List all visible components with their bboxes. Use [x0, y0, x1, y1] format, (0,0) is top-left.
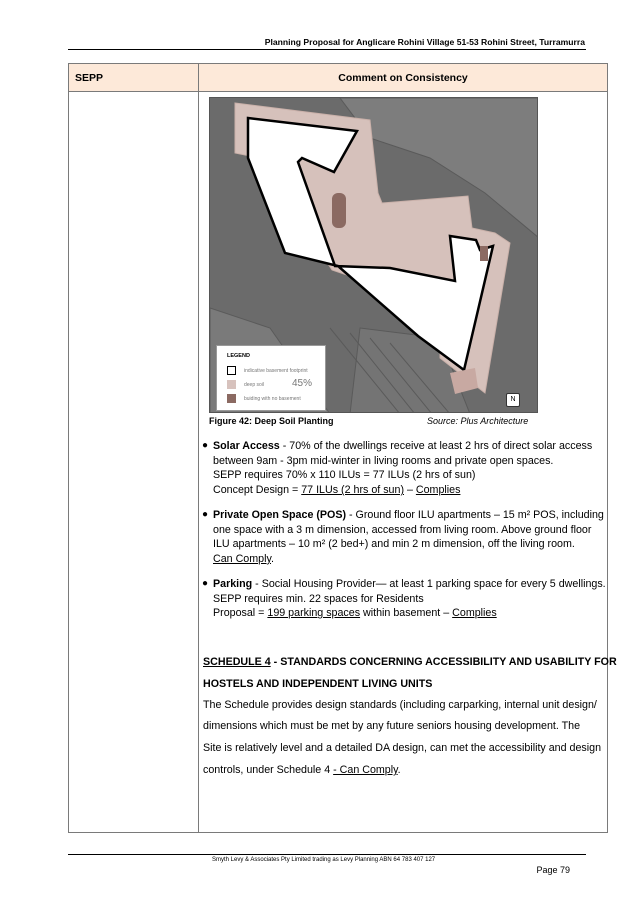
bullet-icon: ● [202, 509, 209, 520]
parking-heading: Parking [213, 578, 253, 590]
column-divider [198, 64, 199, 832]
footer-text: Smyth Levy & Associates Pty Limited trading as Levy Planning ABN 64 783 407 127 [212, 857, 436, 863]
deep-soil-percent: 45% [292, 378, 313, 389]
private-open-space-item [202, 508, 606, 566]
deep-soil-swatch [227, 380, 236, 389]
schedule-heading-line2: HOSTELS AND INDEPENDENT LIVING UNITS [203, 678, 433, 690]
pos-heading: Private Open Space (POS) [213, 509, 347, 521]
bullet-icon: ● [202, 578, 209, 589]
header-title: Planning Proposal for Anglicare Rohini Village 51-53 Rohini Street, Turramurra [264, 37, 585, 47]
figure-legend [216, 345, 326, 411]
north-arrow-icon: N [506, 393, 520, 407]
solar-access-item [202, 439, 606, 497]
no-basement-swatch [227, 394, 236, 403]
deep-soil-site-plan [209, 97, 538, 413]
parking-line3-prefix: Proposal = [213, 607, 268, 620]
solar-line1: - 70% of the dwellings receive at least 2 hrs of direct solar access [279, 440, 593, 452]
column-header-sepp: SEPP [75, 72, 104, 84]
solar-line2: between 9am - 3pm mid-winter in living rooms and private open spaces. [213, 454, 554, 467]
pos-can-comply: Can Comply [213, 552, 272, 565]
bullet-icon: ● [202, 440, 209, 451]
parking-spaces: 199 parking spaces [267, 607, 361, 620]
building-no-basement-shape [332, 193, 346, 228]
header-rule [68, 49, 586, 50]
parking-line1: - Social Housing Provider— at least 1 parking space for every 5 dwellings. [252, 578, 606, 590]
solar-line4-prefix: Concept Design = [213, 483, 302, 496]
schedule-body-line1: The Schedule provides design standards (including carparking, internal unit design/ [203, 699, 597, 711]
schedule-heading [203, 656, 617, 668]
solar-line3: SEPP requires 70% x 110 ILUs = 77 ILUs (2 hrs of sun) [213, 469, 476, 482]
table-header-row [69, 64, 607, 92]
schedule-body4-prefix: controls, under Schedule 4 [203, 764, 334, 776]
figure-source: Source: Plus Architecture [427, 416, 529, 426]
parking-item [202, 577, 606, 621]
legend-label: buiding with no basement [244, 396, 301, 402]
schedule-body-line3: Site is relatively level and a detailed DA design, can met the accessibility and design [203, 742, 602, 754]
schedule-heading-underlined: SCHEDULE 4 [203, 656, 271, 668]
schedule-period: . [397, 764, 401, 776]
pos-line2: one space with a 3 m dimension, accessed from living room. Above ground floor [213, 523, 592, 536]
legend-label: indicative basement footprint [244, 368, 308, 374]
footer-rule [68, 854, 586, 855]
legend-title: LEGEND [227, 353, 250, 359]
schedule-body-line2: dimensions which must be met by any future seniors housing development. The [203, 720, 581, 732]
parking-line3-middle: within basement – [360, 607, 453, 620]
column-header-comment: Comment on Consistency [338, 72, 468, 84]
solar-value: 77 ILUs (2 hrs of sun) [301, 483, 404, 496]
schedule-can-comply: - Can Comply [333, 764, 398, 776]
schedule-heading-rest: - STANDARDS CONCERNING ACCESSIBILITY AND USABILITY FOR [270, 656, 617, 668]
pos-line1: - Ground floor ILU apartments – 15 m² POS, including [346, 509, 604, 521]
solar-heading: Solar Access [213, 440, 280, 452]
pos-line3: ILU apartments – 10 m² (2 bed+) and min 2 m dimension, off the living room. [213, 538, 575, 551]
parking-line2: SEPP requires min. 22 spaces for Residents [213, 592, 424, 605]
schedule-body-line4 [203, 764, 603, 776]
legend-label: deep soil [244, 382, 265, 388]
page-number: Page 79 [536, 865, 570, 875]
solar-separator: – [404, 483, 416, 496]
basement-swatch [227, 366, 236, 375]
solar-complies: Complies [415, 483, 461, 496]
parking-complies: Complies [452, 607, 497, 620]
figure-caption: Figure 42: Deep Soil Planting [209, 416, 334, 426]
pos-period: . [271, 552, 274, 565]
